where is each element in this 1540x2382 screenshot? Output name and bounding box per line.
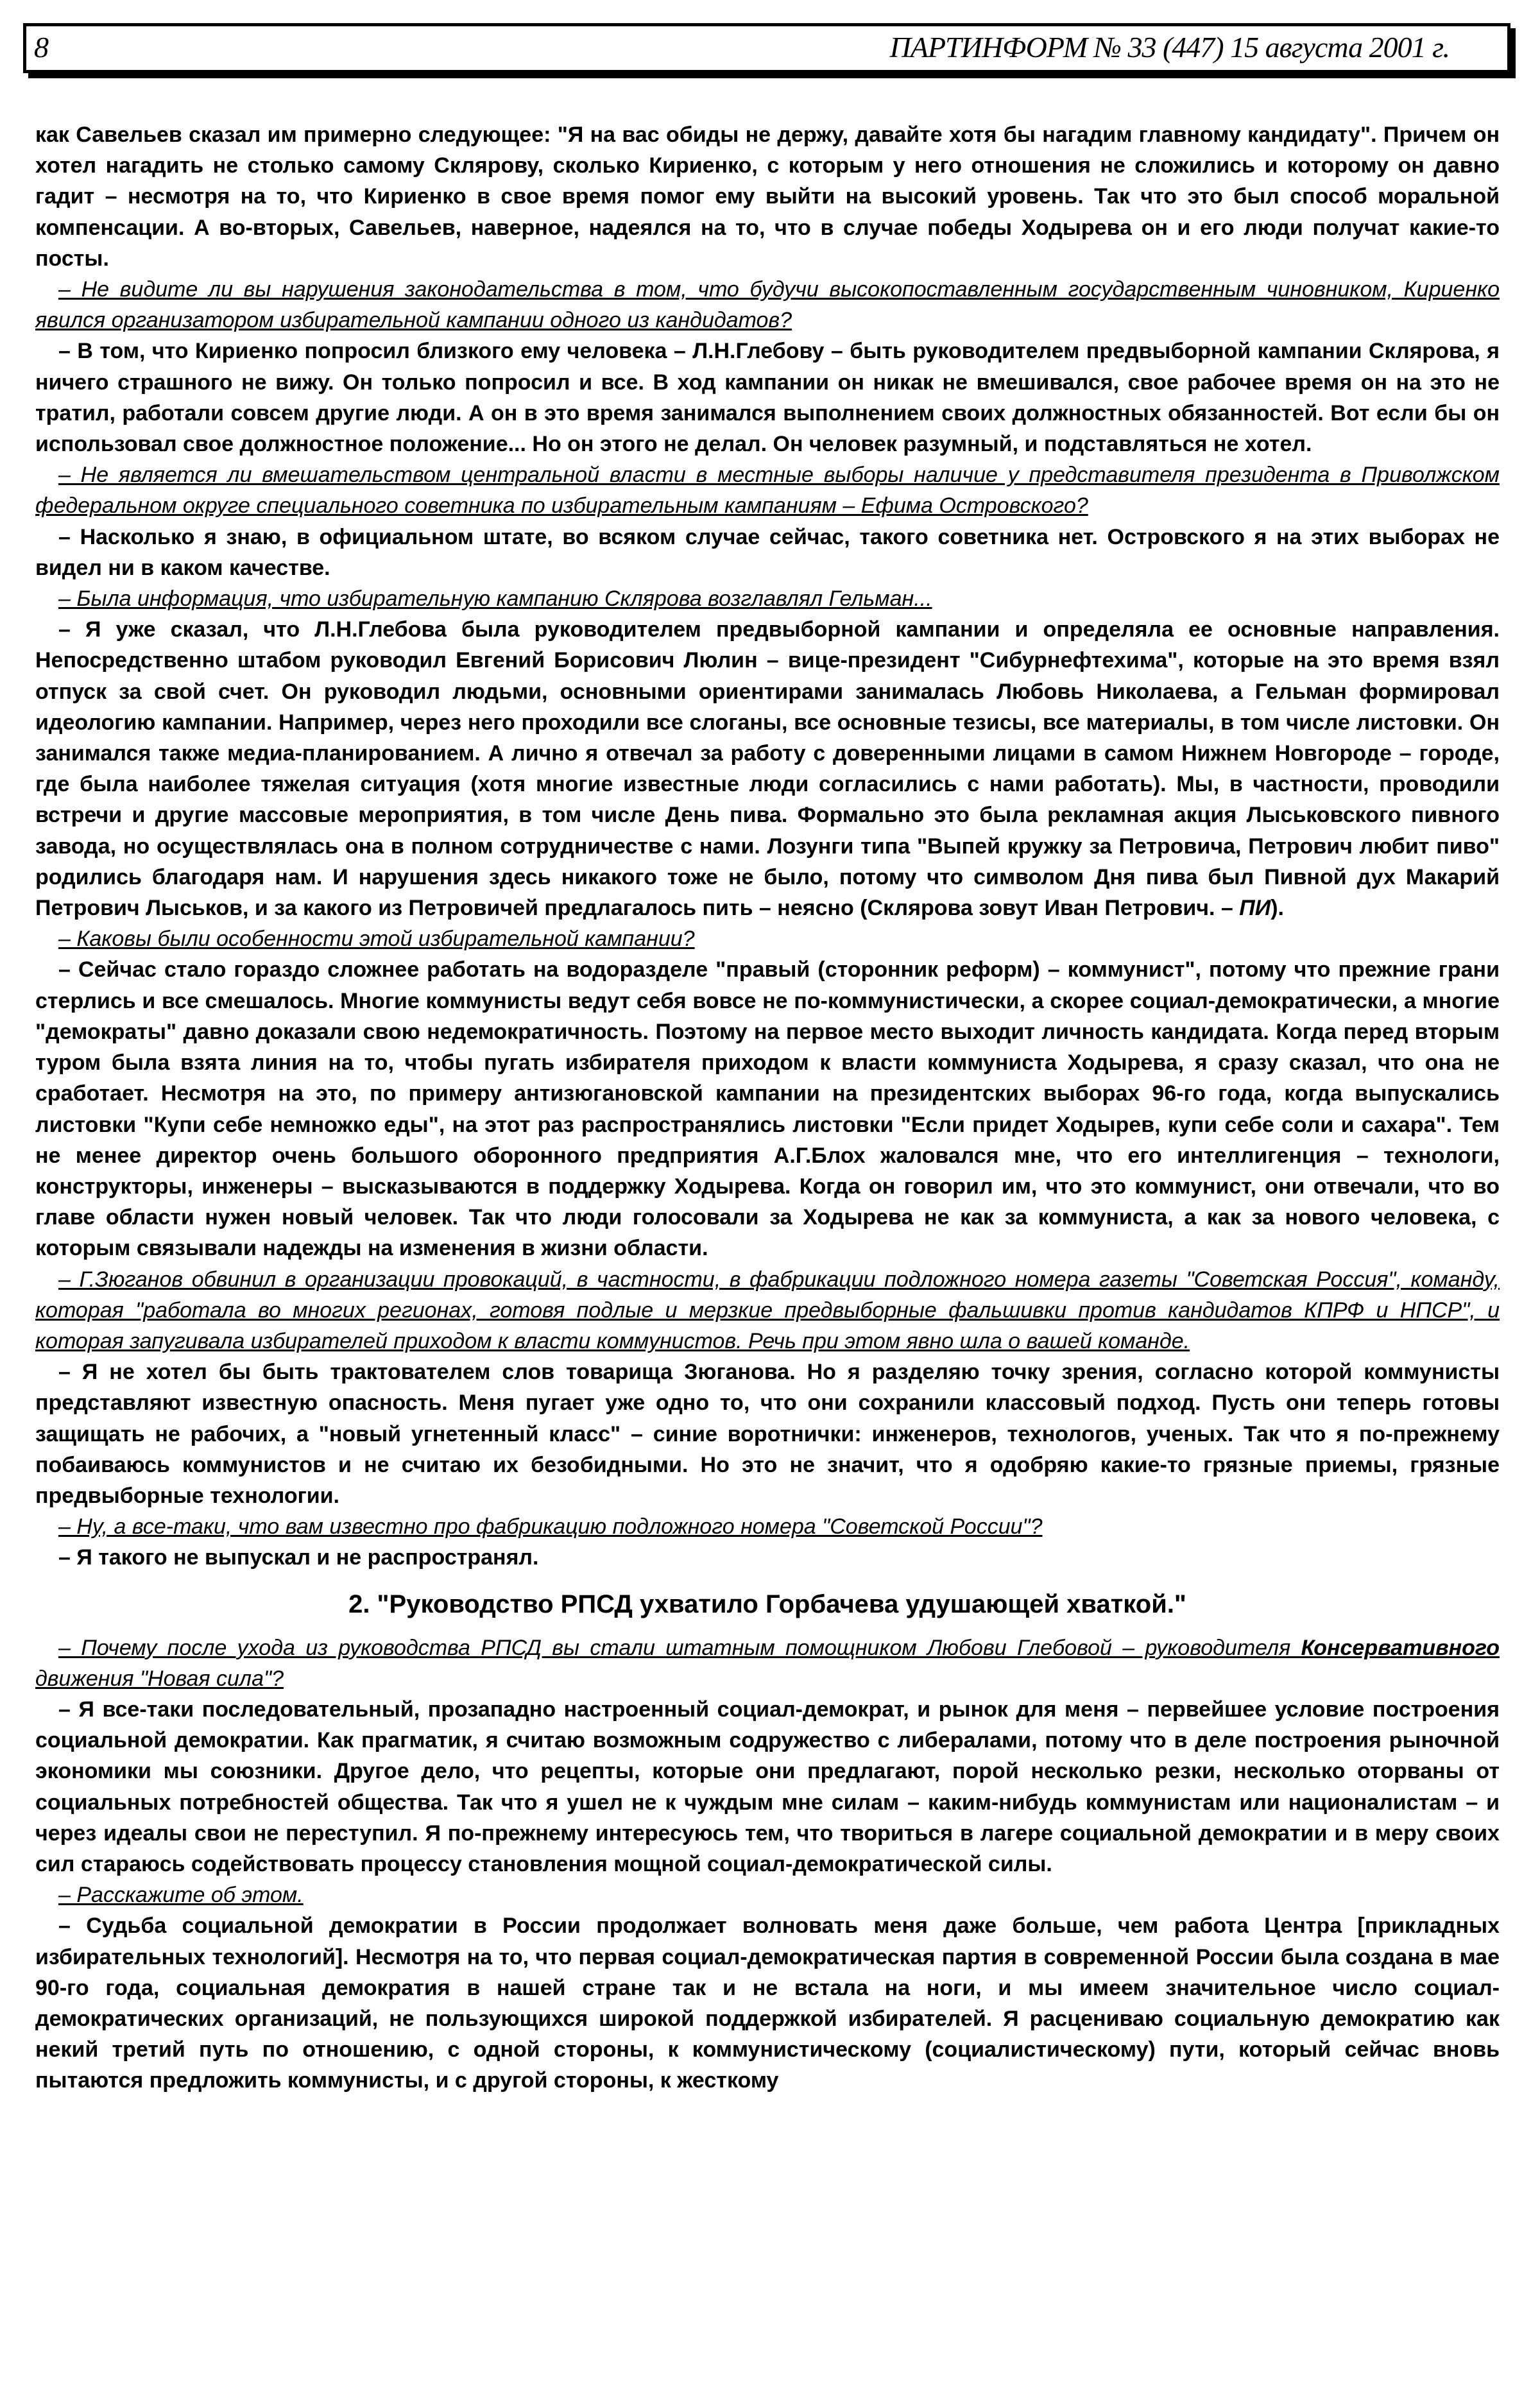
question-paragraph: – Была информация, что избирательную кампанию Склярова возглавлял Гельман... [58,587,932,612]
question-paragraph: – Расскажите об этом. [58,1883,304,1908]
article-body [35,119,1500,2096]
answer-paragraph: – Я такого не выпускал и не распространял. [58,1545,539,1570]
answer-paragraph: – Я все-таки последовательный, прозападно настроенный социал-демократ, и рынок для меня – первейшее условие построения социальной демократии. Как прагматик, я считаю возможным содружество с либералами, потому что в деле построения рыночной экономики мы союзники. Другое дело, что рецепты, которые они предлагают, порой несколько резки, несколько оторваны от социальных потребностей общества. Так что я ушел не к чуждым мне силам – каким-нибудь коммунистам или националистам – и через идеалы свои не переступил. Я по-прежнему интересуюсь тем, что твориться в лагере социальной демократии и в меру своих сил стараюсь содействовать процессу становления мощной социал-демократической силы. [35,1697,1500,1876]
page-number: 8 [34,31,49,64]
answer-text-end: ). [1270,896,1284,921]
question-text: – Почему после ухода из руководства РПСД вы стали штатным помощником Любови Глебовой – руководителя [58,1635,1301,1660]
question-paragraph: – Каковы были особенности этой избирательной кампании? [58,927,695,952]
answer-paragraph: – В том, что Кириенко попросил близкого ему человека – Л.Н.Глебову – быть руководителем предвыборной кампании Склярова, я ничего страшного не вижу. Он только попросил и все. В ход кампании он никак не вмешивался, свое рабочее время он на это не тратил, работали совсем другие люди. А он в это время занимался выполнением своих должностных обязанностей. Вот если бы он использовал свое должностное положение... Но он этого не делал. Он человек разумный, и подставляться не хотел. [35,339,1500,457]
answer-paragraph: – Сейчас стало гораздо сложнее работать на водоразделе "правый (сторонник реформ) – коммунист", потому что прежние грани стерлись и все смешалось. Многие коммунисты ведут себя вовсе не по-коммунистически, а скорее социал-демократически, а многие "демократы" давно доказали свою недемократичность. Поэтому на первое место выходит личность кандидата. Когда перед вторым туром была взята линия на то, чтобы пугать избирателя приходом к власти коммуниста Ходырева, я сразу сказал, что она не сработает. Несмотря на это, по примеру антизюгановской кампании на президентских выборах 96-го года, когда выпускались листовки "Купи себе немножко еды", на этот раз распространялись листовки "Если придет Ходырев, купи себе соли и сахара". Тем не менее директор очень большого оборонного предприятия А.Г.Блох жаловался мне, что его интеллигенция – технологи, конструкторы, инженеры – высказываются в поддержку Ходырева. Когда он говорил им, что это коммунист, они отвечали, что во главе области нужен новый человек. Так что люди голосовали за Ходырева не как за коммуниста, а как за нового человека, с которым связывали надежды на изменения в жизни области. [35,957,1500,1261]
question-text-end: движения "Новая сила"? [35,1666,284,1691]
question-paragraph: – Не видите ли вы нарушения законодательства в том, что будучи высокопоставленным государственным чиновником, Кириенко явился организатором избирательной кампании одного из кандидатов? [35,277,1500,333]
editor-note: ПИ [1239,896,1271,921]
answer-paragraph: – Насколько я знаю, в официальном штате, во всяком случае сейчас, такого советника нет. Островского я на этих выборах не видел ни в каком качестве. [35,524,1500,580]
answer-paragraph: как Савельев сказал им примерно следующее: "Я на вас обиды не держу, давайте хотя бы нагадим главному кандидату". Причем он хотел нагадить не столько самому Склярову, сколько Кириенко, с которым у него отношения не сложились и которому он давно гадит – несмотря на то, что Кириенко в свое время помог ему выйти на высокий уровень. Так что это был способ моральной компенсации. А во-вторых, Савельев, наверное, надеялся на то, что в случае победы Ходырева он и его люди получат какие-то посты. [35,123,1500,271]
answer-text: – Я уже сказал, что Л.Н.Глебова была руководителем предвыборной кампании и определяла ее основные направления. Непосредственно штабом руководил Евгений Борисович Люлин – вице-президент "Сибурнефтехима", которые на это время взял отпуск за свой счет. Он руководил людьми, основными ориентирами занималась Любовь Николаева, а Гельман формировал идеологию кампании. Например, через него проходили все слоганы, все основные тезисы, все материалы, в том числе листовки. Он занимался также медиа-планированием. А лично я отвечал за работу с доверенными лицами в самом Нижнем Новгороде – городе, где была наиболее тяжелая ситуация (хотя многие известные люди согласились с нами работать). Мы, в частности, проводили встречи и другие массовые мероприятия, в том числе День пива. Формально это была рекламная акция Лыськовского пивного завода, но осуществлялась она в полном сотрудничестве с нами. Лозунги типа "Выпей кружку за Петровича, Петрович любит пиво" родились благодаря нам. И нарушения здесь никакого тоже не было, потому что символом Дня пива был Пивной дух Макарий Петрович Лыськов, и за какого из Петровичей предлагалось пить – неясно (Склярова зовут Иван Петрович. – [35,617,1500,921]
answer-paragraph: – Судьба социальной демократии в России продолжает волновать меня даже больше, чем работа Центра [прикладных избирательных технологий]. Несмотря на то, что первая социал-демократическая партия в современной России была создана в мае 90-го года, социальная демократия в нашей стране так и не встала на ноги, и мы имеем значительное число социал-демократических организаций, не пользующихся широкой поддержкой избирателей. Я расцениваю социальную демократию как некий третий путь по отношению, с одной стороны, к коммунистическому (социалистическому) пути, который сейчас вновь пытаются предложить коммунисты, и с другой стороны, к жесткому [35,1914,1500,2093]
question-paragraph: – Не является ли вмешательством центральной власти в местные выборы наличие у представителя президента в Приволжском федеральном округе специального советника по избирательным кампаниям – Ефима Островского? [35,463,1500,518]
publication-title: ПАРТИНФОРМ № 33 (447) 15 августа 2001 г. [889,31,1450,64]
section-heading: 2. "Руководство РПСД ухватило Горбачева удушающей хваткой." [348,1589,1186,1618]
question-emphasis: Консервативного [1301,1635,1500,1660]
answer-paragraph: – Я не хотел бы быть трактователем слов товарища Зюганова. Но я разделяю точку зрения, согласно которой коммунисты представляют известную опасность. Меня пугает уже одно то, что они сохранили классовый подход. Пусть они теперь готовы защищать не рабочих, а "новый угнетенный класс" – синие воротнички: инженеров, технологов, ученых. Так что я по-прежнему побаиваюсь коммунистов и не считаю их безобидными. Но это не значит, что я одобряю какие-то грязные приемы, грязные предвыборные технологии. [35,1360,1500,1508]
question-paragraph: – Г.Зюганов обвинил в организации провокаций, в частности, в фабрикации подложного номера газеты "Советская Россия", команду, которая "работала во многих регионах, готовя подлые и мерзкие предвыборные фальшивки против кандидатов КПРФ и НПСР", и которая запугивала избирателей приходом к власти коммунистов. Речь при этом явно шла о вашей команде. [35,1267,1500,1353]
question-paragraph [35,1632,1500,1694]
page-header [23,23,1510,73]
question-paragraph: – Ну, а все-таки, что вам известно про фабрикацию подложного номера "Советской России"? [58,1514,1043,1539]
answer-paragraph [35,614,1500,923]
